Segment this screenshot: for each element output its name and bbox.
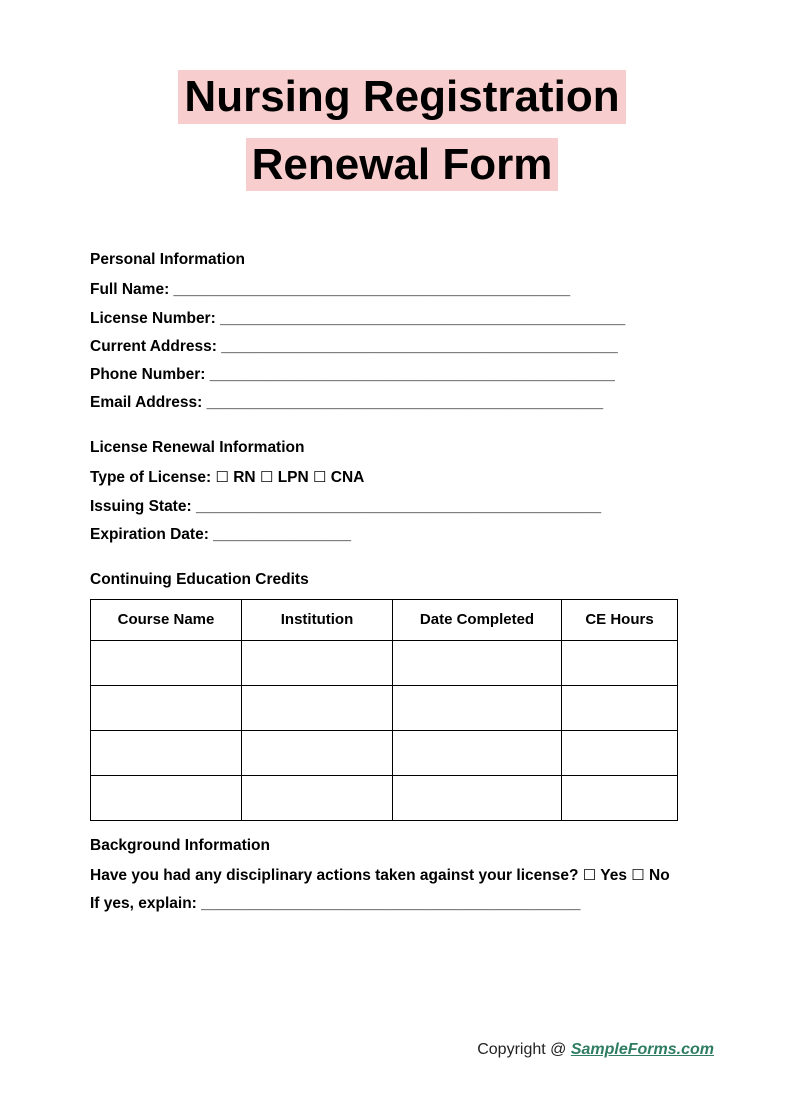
- table-header-row: [91, 599, 678, 640]
- table-header-institution: Institution: [242, 599, 393, 640]
- field-blank-current-address[interactable]: ______________________________________________: [221, 337, 618, 355]
- field-label-email-address: Email Address:: [90, 394, 203, 412]
- field-blank-full-name[interactable]: ______________________________________________: [173, 281, 571, 299]
- table-cell-date-completed[interactable]: [393, 730, 562, 775]
- field-label-expiration-date: Expiration Date:: [90, 525, 209, 543]
- question-label-disciplinary: Have you had any disciplinary actions taken against your license?: [90, 866, 579, 884]
- field-expiration-date: [90, 521, 714, 549]
- table-cell-course-name[interactable]: [91, 775, 242, 820]
- field-label-phone-number: Phone Number:: [90, 365, 206, 383]
- section-heading-continuing-education: Continuing Education Credits: [90, 570, 309, 588]
- checkbox-rn-icon[interactable]: ☐: [215, 469, 229, 487]
- field-issuing-state: [90, 493, 714, 521]
- field-if-yes-explain: [90, 890, 714, 918]
- option-label-yes: Yes: [600, 866, 627, 884]
- table-cell-ce-hours[interactable]: [562, 640, 678, 685]
- table-cell-institution[interactable]: [242, 775, 393, 820]
- field-blank-license-number[interactable]: _______________________________________________: [220, 309, 626, 327]
- field-blank-email-address[interactable]: ______________________________________________: [206, 394, 604, 412]
- field-label-issuing-state: Issuing State:: [90, 497, 192, 515]
- field-label-full-name: Full Name:: [90, 281, 170, 299]
- table-row: [91, 640, 678, 685]
- field-full-name: [90, 276, 714, 304]
- field-type-of-license: [90, 464, 714, 492]
- title-line-1: Nursing Registration: [178, 70, 625, 124]
- field-label-license-number: License Number:: [90, 309, 216, 327]
- document-page: [0, 70, 804, 1101]
- table-header-date-completed: Date Completed: [393, 599, 562, 640]
- option-label-lpn: LPN: [277, 469, 309, 487]
- field-email-address: [90, 389, 714, 417]
- field-license-number: [90, 305, 714, 333]
- spacer-1: [90, 417, 714, 439]
- checkbox-no-icon[interactable]: ☐: [631, 866, 645, 884]
- field-label-if-yes-explain: If yes, explain:: [90, 895, 197, 913]
- document-body: [90, 251, 714, 918]
- field-disciplinary-question: [90, 862, 714, 890]
- table-row: [91, 685, 678, 730]
- field-current-address: [90, 333, 714, 361]
- field-label-type-of-license: Type of License:: [90, 469, 212, 487]
- footer: [0, 1041, 804, 1059]
- field-blank-if-yes-explain[interactable]: ____________________________________________: [201, 895, 581, 913]
- checkbox-lpn-icon[interactable]: ☐: [259, 469, 274, 487]
- field-label-current-address: Current Address:: [90, 337, 217, 355]
- table-cell-date-completed[interactable]: [393, 775, 562, 820]
- table-cell-ce-hours[interactable]: [562, 685, 678, 730]
- table-cell-course-name[interactable]: [91, 685, 242, 730]
- table-cell-institution[interactable]: [242, 730, 393, 775]
- option-label-no: No: [649, 866, 670, 884]
- checkbox-yes-icon[interactable]: ☐: [582, 866, 597, 884]
- document-title: [0, 70, 804, 205]
- table-cell-ce-hours[interactable]: [562, 775, 678, 820]
- field-blank-expiration-date[interactable]: ________________: [213, 525, 352, 543]
- option-label-cna: CNA: [330, 469, 365, 487]
- table-cell-course-name[interactable]: [91, 640, 242, 685]
- footer-copyright-text: Copyright @: [477, 1041, 567, 1058]
- field-blank-phone-number[interactable]: _______________________________________________: [209, 365, 615, 383]
- section-heading-background-information: Background Information: [90, 836, 270, 854]
- spacer-2: [90, 549, 714, 571]
- table-cell-institution[interactable]: [242, 640, 393, 685]
- section-heading-license-renewal: License Renewal Information: [90, 439, 305, 457]
- title-line-2: Renewal Form: [246, 138, 559, 192]
- field-blank-issuing-state[interactable]: _______________________________________________: [195, 497, 602, 515]
- checkbox-cna-icon[interactable]: ☐: [313, 469, 327, 487]
- table-cell-ce-hours[interactable]: [562, 730, 678, 775]
- table-row: [91, 730, 678, 775]
- continuing-education-table: [90, 599, 678, 821]
- table-row: [91, 775, 678, 820]
- field-phone-number: [90, 361, 714, 389]
- table-cell-date-completed[interactable]: [393, 640, 562, 685]
- table-cell-date-completed[interactable]: [393, 685, 562, 730]
- section-heading-personal-information: Personal Information: [90, 251, 246, 269]
- table-cell-institution[interactable]: [242, 685, 393, 730]
- table-header-course-name: Course Name: [91, 599, 242, 640]
- option-label-rn: RN: [233, 469, 256, 487]
- table-cell-course-name[interactable]: [91, 730, 242, 775]
- footer-brand-link[interactable]: SampleForms.com: [570, 1041, 714, 1058]
- table-header-ce-hours: CE Hours: [562, 599, 678, 640]
